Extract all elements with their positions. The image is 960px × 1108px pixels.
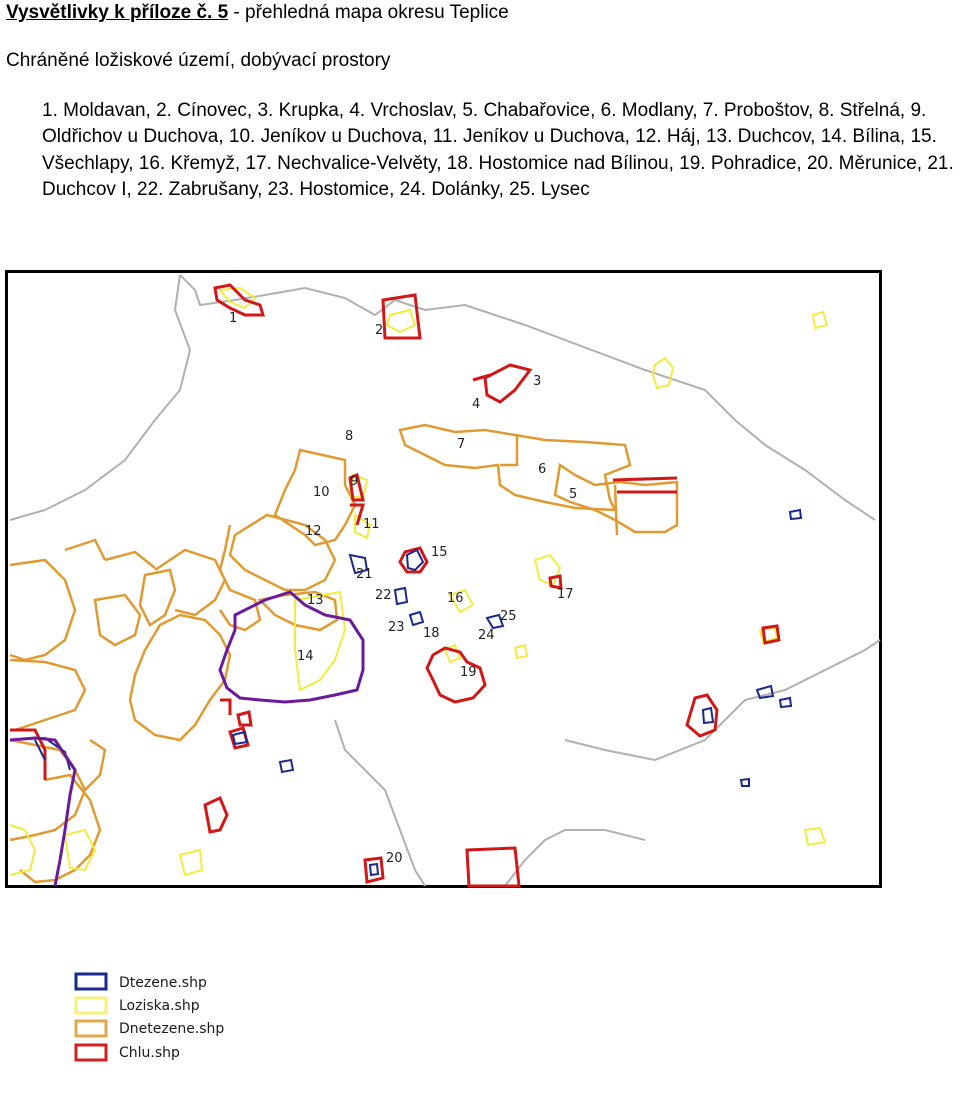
- label-23: 23: [388, 620, 405, 635]
- legend-item-dtezene: [76, 974, 207, 991]
- subtitle: Chráněné ložiskové území, dobývací prostory: [6, 50, 391, 71]
- label-7: 7: [457, 437, 466, 452]
- legend-item-chlu: [76, 1045, 180, 1061]
- label-11: 11: [363, 517, 380, 532]
- title-rest: - přehledná mapa okresu Teplice: [228, 2, 509, 23]
- label-12: 12: [305, 524, 322, 539]
- label-20: 20: [386, 851, 403, 866]
- legend-label-chlu: Chlu.shp: [119, 1045, 180, 1061]
- locality-list: 1. Moldavan, 2. Cínovec, 3. Krupka, 4. Vrchoslav, 5. Chabařovice, 6. Modlany, 7. Proboštov, 8. Střelná, 9. Oldřichov u Duchova, 10. Jeníkov u Duchova, 11. Jeníkov u Duchova, 12. Háj, 13. Duchcov, 14. Bílina, 15. Všechlapy, 16. Křemyž, 17. Nechvalice-Velvěty, 18. Hostomice nad Bílinou, 19. Pohradice, 20. Měrunice, 21. Duchcov I, 22. Zabrušany, 23. Hostomice, 24. Dolánky, 25. Lysec: [42, 100, 954, 201]
- label-22: 22: [375, 588, 392, 603]
- legend-label-dnetezene: Dnetezene.shp: [119, 1021, 225, 1037]
- legend-swatch-dnetezene: [76, 1021, 106, 1036]
- label-3: 3: [533, 374, 542, 389]
- document-title: [6, 2, 509, 24]
- label-1: 1: [229, 311, 238, 326]
- label-10: 10: [313, 485, 330, 500]
- label-4: 4: [472, 397, 481, 412]
- label-5: 5: [569, 487, 578, 502]
- label-9: 9: [350, 474, 359, 489]
- label-6: 6: [538, 462, 547, 477]
- label-16: 16: [447, 591, 464, 606]
- label-14: 14: [297, 649, 314, 664]
- title-bold: Vysvětlivky k příloze č. 5: [6, 2, 229, 23]
- legend-label-loziska: Loziska.shp: [119, 998, 200, 1014]
- label-13: 13: [307, 593, 324, 608]
- label-17: 17: [557, 587, 574, 602]
- label-25: 25: [500, 609, 517, 624]
- legend-item-loziska: [76, 998, 200, 1014]
- map-frame-border: [7, 272, 881, 887]
- legend-item-dnetezene: [76, 1021, 224, 1037]
- label-19: 19: [460, 665, 477, 680]
- district-map: [5, 270, 882, 888]
- legend-label-dtezene: Dtezene.shp: [119, 975, 207, 991]
- map-legend: [72, 968, 252, 1072]
- legend-swatch-loziska: [76, 998, 106, 1013]
- label-24: 24: [478, 628, 495, 643]
- label-8: 8: [345, 429, 354, 444]
- label-18: 18: [423, 626, 440, 641]
- label-15: 15: [431, 545, 448, 560]
- legend-swatch-dtezene: [76, 974, 106, 989]
- label-2: 2: [375, 323, 384, 338]
- label-21: 21: [356, 567, 373, 582]
- legend-swatch-chlu: [76, 1045, 106, 1060]
